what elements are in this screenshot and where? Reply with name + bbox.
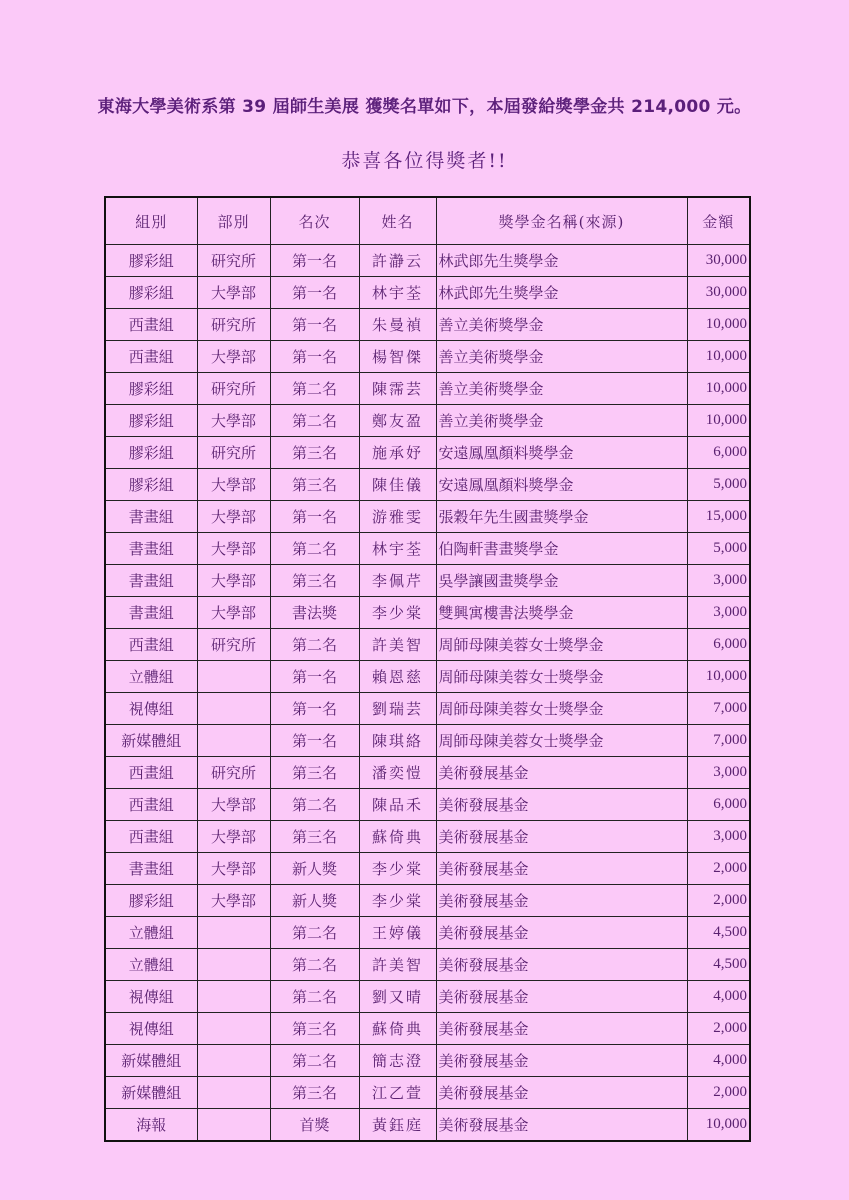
header-name: 姓名 [359,197,436,245]
cell-rank: 第一名 [270,341,359,373]
cell-group: 西畫組 [105,309,197,341]
cell-amount: 15,000 [687,501,750,533]
cell-dept [197,1013,270,1045]
cell-scholarship: 善立美術獎學金 [436,341,687,373]
table-row [105,1077,750,1109]
cell-scholarship: 美術發展基金 [436,1109,687,1142]
cell-name: 李佩芹 [359,565,436,597]
cell-group: 海報 [105,1109,197,1142]
cell-dept: 大學部 [197,821,270,853]
table-row [105,629,750,661]
cell-group: 新媒體組 [105,725,197,757]
cell-name: 江乙萱 [359,1077,436,1109]
cell-amount: 2,000 [687,1013,750,1045]
cell-dept [197,949,270,981]
cell-scholarship: 美術發展基金 [436,789,687,821]
cell-scholarship: 林武郎先生獎學金 [436,277,687,309]
cell-rank: 第三名 [270,565,359,597]
cell-group: 西畫組 [105,341,197,373]
cell-rank: 第二名 [270,949,359,981]
award-rows [105,245,750,1142]
cell-scholarship: 雙興寓樓書法獎學金 [436,597,687,629]
cell-amount: 10,000 [687,341,750,373]
cell-amount: 3,000 [687,597,750,629]
table-row [105,245,750,277]
table-row [105,853,750,885]
cell-amount: 2,000 [687,1077,750,1109]
cell-name: 鄭友盈 [359,405,436,437]
cell-rank: 第一名 [270,245,359,277]
cell-rank: 第二名 [270,917,359,949]
cell-dept [197,1109,270,1142]
cell-rank: 第一名 [270,693,359,725]
cell-scholarship: 安遠鳳凰顏料獎學金 [436,437,687,469]
cell-scholarship: 周師母陳美蓉女士獎學金 [436,661,687,693]
cell-amount: 4,500 [687,949,750,981]
table-row [105,597,750,629]
cell-amount: 10,000 [687,661,750,693]
cell-group: 視傳組 [105,1013,197,1045]
cell-scholarship: 美術發展基金 [436,981,687,1013]
table-row [105,469,750,501]
header-dept: 部別 [197,197,270,245]
cell-name: 潘奕愷 [359,757,436,789]
cell-name: 劉又晴 [359,981,436,1013]
cell-dept: 研究所 [197,373,270,405]
cell-amount: 10,000 [687,1109,750,1142]
cell-rank: 第二名 [270,789,359,821]
cell-group: 膠彩組 [105,885,197,917]
cell-scholarship: 吳學讓國畫獎學金 [436,565,687,597]
cell-rank: 第一名 [270,277,359,309]
cell-rank: 新人獎 [270,885,359,917]
table-row [105,565,750,597]
cell-dept: 大學部 [197,405,270,437]
cell-scholarship: 周師母陳美蓉女士獎學金 [436,693,687,725]
cell-scholarship: 善立美術獎學金 [436,309,687,341]
cell-group: 視傳組 [105,981,197,1013]
cell-rank: 第一名 [270,501,359,533]
cell-rank: 第三名 [270,757,359,789]
congratulations-subtitle: 恭喜各位得獎者!! [341,150,508,172]
cell-dept [197,661,270,693]
cell-dept: 大學部 [197,853,270,885]
cell-amount: 4,500 [687,917,750,949]
cell-amount: 10,000 [687,405,750,437]
cell-dept: 研究所 [197,245,270,277]
cell-rank: 第一名 [270,725,359,757]
cell-rank: 第二名 [270,373,359,405]
cell-amount: 5,000 [687,533,750,565]
cell-name: 林宇荃 [359,533,436,565]
cell-name: 黃鈺庭 [359,1109,436,1142]
cell-group: 新媒體組 [105,1045,197,1077]
table-row [105,661,750,693]
cell-amount: 7,000 [687,693,750,725]
page-title: 東海大學美術系第 39 屆師生美展 獲獎名單如下，本屆發給獎學金共 214,000 元。 [97,97,752,117]
cell-dept [197,725,270,757]
cell-rank: 第一名 [270,309,359,341]
cell-scholarship: 林武郎先生獎學金 [436,245,687,277]
table-row [105,1045,750,1077]
cell-name: 劉瑞芸 [359,693,436,725]
cell-group: 膠彩組 [105,469,197,501]
cell-name: 許瀞云 [359,245,436,277]
cell-dept: 大學部 [197,565,270,597]
cell-scholarship: 善立美術獎學金 [436,405,687,437]
cell-name: 林宇荃 [359,277,436,309]
cell-group: 書畫組 [105,853,197,885]
cell-scholarship: 善立美術獎學金 [436,373,687,405]
cell-name: 陳佳儀 [359,469,436,501]
table-row [105,981,750,1013]
cell-name: 蘇倚典 [359,821,436,853]
cell-rank: 第三名 [270,1013,359,1045]
cell-name: 陳品禾 [359,789,436,821]
cell-group: 立體組 [105,917,197,949]
header-group: 組別 [105,197,197,245]
cell-name: 朱曼禎 [359,309,436,341]
cell-name: 楊智傑 [359,341,436,373]
cell-dept: 研究所 [197,309,270,341]
cell-scholarship: 張穀年先生國畫獎學金 [436,501,687,533]
header-amount: 金額 [687,197,750,245]
cell-dept [197,1045,270,1077]
cell-group: 膠彩組 [105,437,197,469]
cell-amount: 2,000 [687,853,750,885]
cell-amount: 6,000 [687,789,750,821]
cell-dept: 大學部 [197,597,270,629]
cell-scholarship: 伯陶軒書畫獎學金 [436,533,687,565]
table-row [105,885,750,917]
cell-group: 新媒體組 [105,1077,197,1109]
cell-group: 膠彩組 [105,405,197,437]
cell-amount: 4,000 [687,981,750,1013]
cell-rank: 第二名 [270,629,359,661]
cell-name: 許美智 [359,949,436,981]
table-row [105,1013,750,1045]
table-row [105,693,750,725]
table-row [105,789,750,821]
cell-scholarship: 美術發展基金 [436,917,687,949]
cell-dept: 大學部 [197,533,270,565]
cell-name: 李少棠 [359,853,436,885]
table-header-row [105,197,750,245]
table-row [105,917,750,949]
cell-rank: 第三名 [270,821,359,853]
cell-name: 王婷儀 [359,917,436,949]
table-row [105,949,750,981]
cell-amount: 3,000 [687,565,750,597]
cell-dept: 研究所 [197,437,270,469]
cell-name: 施承妤 [359,437,436,469]
cell-scholarship: 美術發展基金 [436,1013,687,1045]
header-scholarship: 獎學金名稱(來源) [436,197,687,245]
cell-amount: 4,000 [687,1045,750,1077]
cell-group: 立體組 [105,661,197,693]
cell-group: 視傳組 [105,693,197,725]
cell-scholarship: 美術發展基金 [436,853,687,885]
cell-rank: 第二名 [270,1045,359,1077]
cell-scholarship: 周師母陳美蓉女士獎學金 [436,725,687,757]
cell-scholarship: 美術發展基金 [436,1077,687,1109]
cell-rank: 第一名 [270,661,359,693]
cell-dept [197,917,270,949]
cell-rank: 第二名 [270,533,359,565]
cell-group: 立體組 [105,949,197,981]
cell-scholarship: 周師母陳美蓉女士獎學金 [436,629,687,661]
cell-group: 書畫組 [105,501,197,533]
table-row [105,725,750,757]
cell-dept [197,1077,270,1109]
cell-dept [197,693,270,725]
cell-group: 書畫組 [105,597,197,629]
cell-group: 書畫組 [105,533,197,565]
cell-rank: 書法獎 [270,597,359,629]
cell-amount: 2,000 [687,885,750,917]
table-row [105,757,750,789]
cell-name: 蘇倚典 [359,1013,436,1045]
cell-group: 西畫組 [105,757,197,789]
table-row [105,277,750,309]
cell-dept: 大學部 [197,789,270,821]
cell-name: 陳琪絡 [359,725,436,757]
table-row [105,1109,750,1142]
cell-rank: 第三名 [270,1077,359,1109]
table-row [105,533,750,565]
cell-name: 李少棠 [359,885,436,917]
table-row [105,821,750,853]
cell-scholarship: 美術發展基金 [436,1045,687,1077]
cell-name: 簡志澄 [359,1045,436,1077]
cell-amount: 10,000 [687,309,750,341]
cell-scholarship: 美術發展基金 [436,949,687,981]
cell-scholarship: 美術發展基金 [436,885,687,917]
cell-rank: 新人獎 [270,853,359,885]
cell-dept [197,981,270,1013]
cell-amount: 3,000 [687,757,750,789]
cell-scholarship: 美術發展基金 [436,821,687,853]
cell-group: 膠彩組 [105,245,197,277]
cell-group: 西畫組 [105,789,197,821]
cell-dept: 大學部 [197,277,270,309]
table-row [105,501,750,533]
cell-name: 游雅雯 [359,501,436,533]
cell-amount: 5,000 [687,469,750,501]
table-row [105,309,750,341]
award-table [104,196,751,1142]
cell-rank: 首獎 [270,1109,359,1142]
cell-amount: 6,000 [687,629,750,661]
cell-group: 西畫組 [105,821,197,853]
cell-dept: 研究所 [197,629,270,661]
cell-amount: 7,000 [687,725,750,757]
cell-name: 李少棠 [359,597,436,629]
cell-group: 膠彩組 [105,373,197,405]
cell-group: 書畫組 [105,565,197,597]
cell-group: 西畫組 [105,629,197,661]
cell-amount: 3,000 [687,821,750,853]
header-rank: 名次 [270,197,359,245]
cell-group: 膠彩組 [105,277,197,309]
cell-dept: 大學部 [197,341,270,373]
cell-dept: 大學部 [197,501,270,533]
cell-dept: 研究所 [197,757,270,789]
table-row [105,373,750,405]
cell-rank: 第二名 [270,405,359,437]
cell-dept: 大學部 [197,885,270,917]
cell-amount: 6,000 [687,437,750,469]
cell-amount: 30,000 [687,245,750,277]
table-row [105,405,750,437]
cell-name: 許美智 [359,629,436,661]
cell-rank: 第三名 [270,437,359,469]
cell-scholarship: 美術發展基金 [436,757,687,789]
cell-rank: 第二名 [270,981,359,1013]
table-row [105,437,750,469]
cell-amount: 30,000 [687,277,750,309]
cell-name: 陳霈芸 [359,373,436,405]
cell-name: 賴恩慈 [359,661,436,693]
table-row [105,341,750,373]
cell-amount: 10,000 [687,373,750,405]
cell-rank: 第三名 [270,469,359,501]
cell-scholarship: 安遠鳳凰顏料獎學金 [436,469,687,501]
cell-dept: 大學部 [197,469,270,501]
